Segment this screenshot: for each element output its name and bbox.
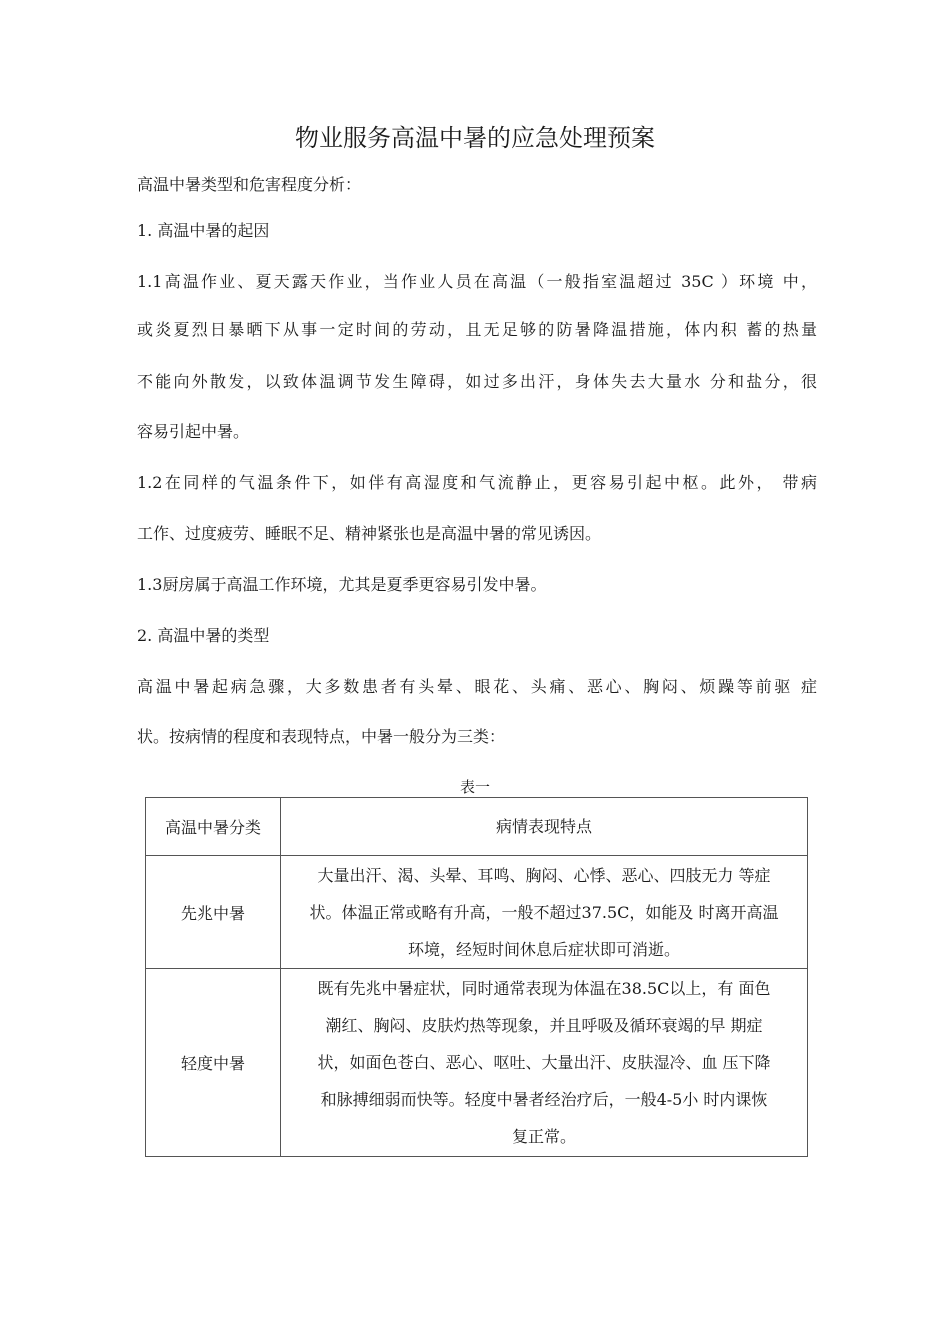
subsection-heading: 1. 高温中暑的起因 [137,221,270,240]
paragraph-line: 不能向外散发，以致体温调节发生障碍，如过多出汗，身体失去大量水 分和盐分，很 [137,372,817,391]
description-line: 大量出汗、渴、头晕、耳鸣、胸闷、心悸、恶心、四肢无力 等症 [317,865,771,885]
description-cell [281,856,808,969]
description-cell [281,969,808,1157]
table-header-cell: 高温中暑分类 [146,798,281,856]
description-line: 复正常。 [511,1127,576,1146]
subsection-heading: 2. 高温中暑的类型 [137,626,270,645]
category-cell: 先兆中暑 [146,856,281,969]
paragraph-line: 1.2在同样的气温条件下，如伴有高湿度和气流静止，更容易引起中枢。此外， 带病 [137,473,817,492]
paragraph-line: 或炎夏烈日暴晒下从事一定时间的劳动，且无足够的防暑降温措施，体内积 蓄的热量 [137,320,817,339]
paragraph-line: 状。按病情的程度和表现特点，中暑一般分为三类： [137,727,506,746]
document-title: 物业服务高温中暑的应急处理预案 [295,124,655,152]
paragraph-line: 容易引起中暑。 [137,422,250,441]
heatstroke-table [145,797,808,1157]
table-header-cell: 病情表现特点 [281,798,808,856]
description-line: 状。体温正常或略有升高，一般不超过37.5C，如能及 时离开高温 [309,902,779,922]
table-row [146,856,808,969]
category-cell: 轻度中暑 [146,969,281,1157]
table-caption: 表一 [459,778,490,796]
paragraph-line: 1.1高温作业、夏天露天作业，当作业人员在高温（一般指室温超过 35C ）环境 中， [137,272,817,291]
description-line: 既有先兆中暑症状，同时通常表现为体温在38.5C以上，有 面色 [317,979,771,998]
table-row [146,969,808,1157]
description-line: 潮红、胸闷、皮肤灼热等现象，并且呼吸及循环衰竭的早 期症 [325,1016,763,1035]
description-line: 状，如面色苍白、恶心、呕吐、大量出汗、皮肤湿冷、血 压下降 [317,1053,771,1072]
paragraph-line: 工作、过度疲劳、睡眠不足、精神紧张也是高温中暑的常见诱因。 [137,524,602,543]
section-heading: 高温中暑类型和危害程度分析： [137,175,362,194]
description-line: 环境，经短时间休息后症状即可消逝。 [407,939,680,959]
paragraph-line: 高温中暑起病急骤，大多数患者有头晕、眼花、头痛、恶心、胸闷、烦躁等前驱 症 [137,677,817,696]
paragraph-line: 1.3厨房属于高温工作环境，尤其是夏季更容易引发中暑。 [137,575,547,594]
description-line: 和脉搏细弱而快等。轻度中暑者经治疗后，一般4-5小 时内课恢 [320,1090,768,1109]
table-header-row [146,798,808,856]
